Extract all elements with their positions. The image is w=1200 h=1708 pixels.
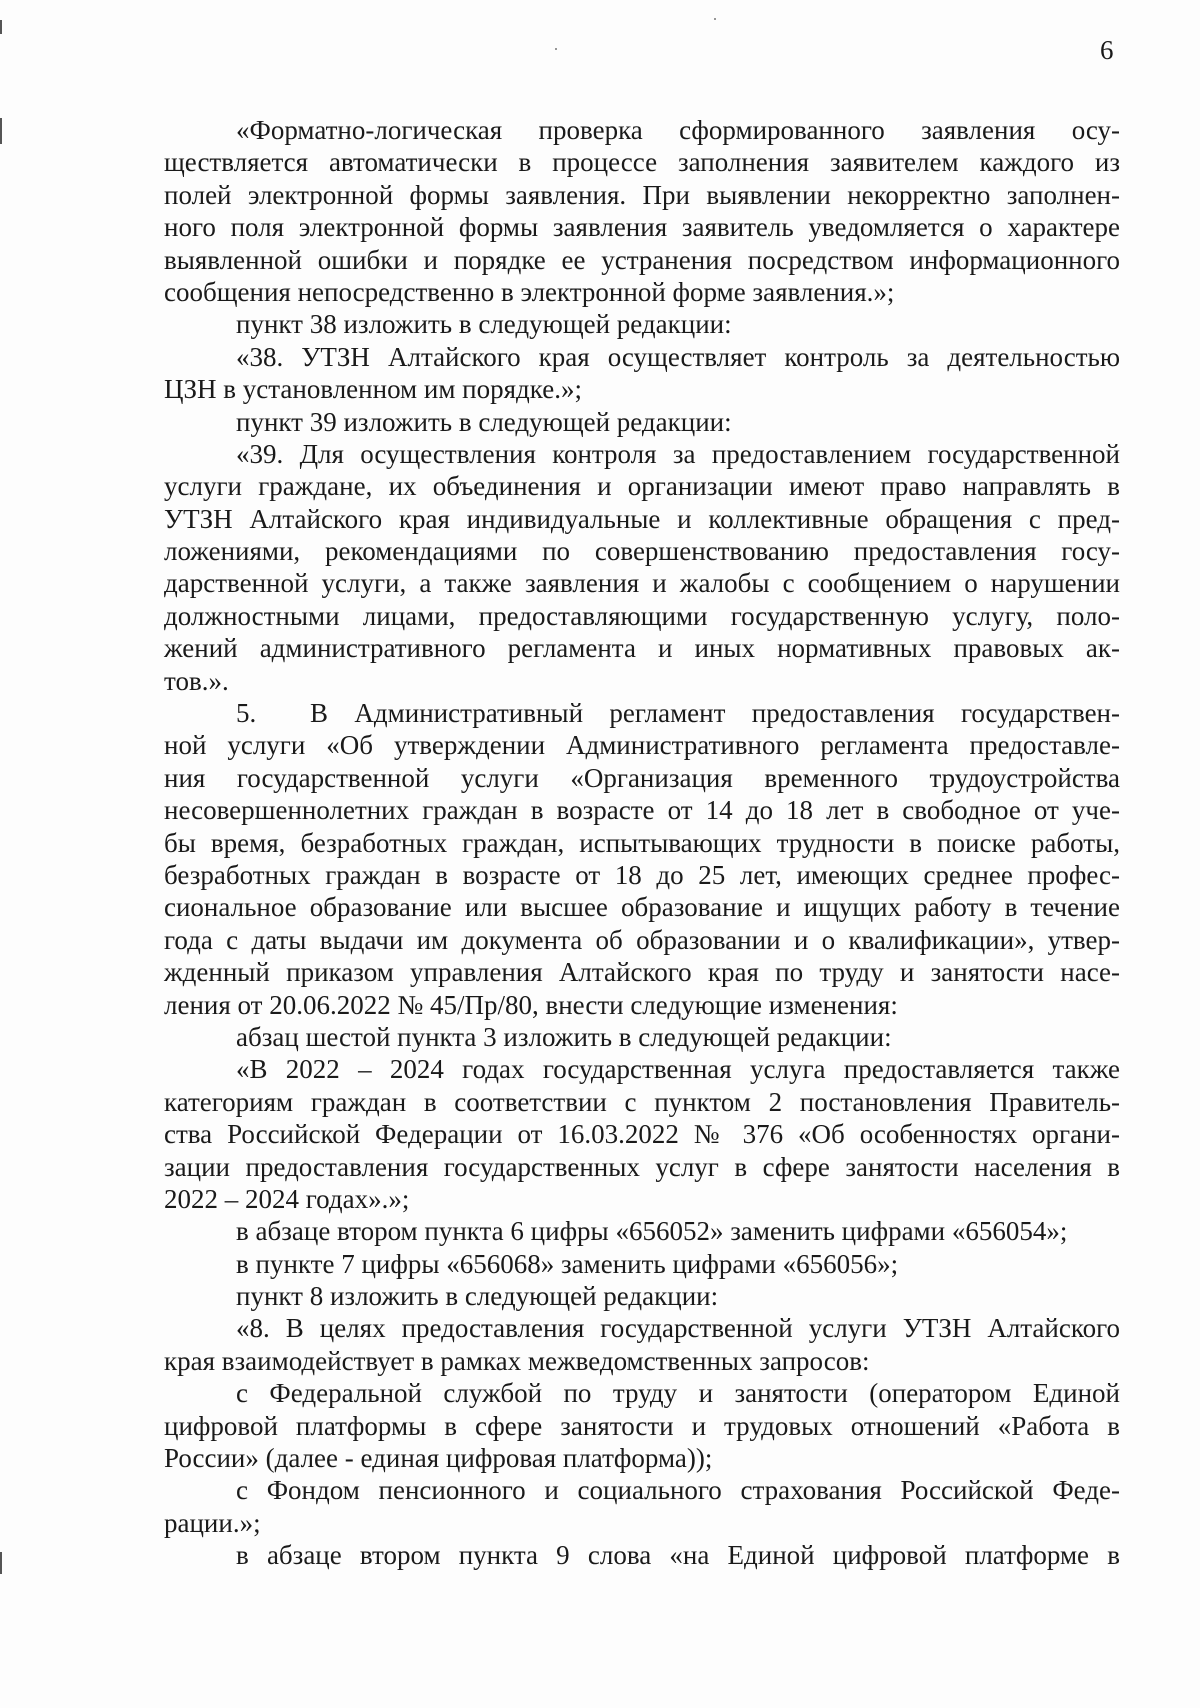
text-line: «В 2022 – 2024 годах государственная услуга предоставляется также [236, 1054, 1120, 1085]
text-line: в абзаце втором пункта 6 цифры «656052» заменить цифрами «656054»; [236, 1216, 1068, 1247]
text-line: года с даты выдачи им документа об образовании и о квалификации», утвер- [164, 924, 1120, 955]
text-line: «Форматно-логическая проверка сформированного заявления осу- [236, 115, 1120, 145]
text-line: ложениями, рекомендациями по совершенствованию предоставления госу- [164, 536, 1120, 567]
scan-speck [555, 48, 557, 50]
text-line: полей электронной формы заявления. При выявлении некорректно заполнен- [164, 179, 1120, 210]
scan-edge-mark [0, 118, 2, 144]
text-line: ной услуги «Об утверждении Административного регламента предоставле- [164, 730, 1120, 761]
text-line: «38. УТЗН Алтайского края осуществляет контроль за деятельностью [236, 341, 1120, 372]
text-line: пункт 8 изложить в следующей редакции: [236, 1281, 719, 1312]
text-line: дарственной услуги, а также заявления и жалобы с сообщением о нарушении [164, 568, 1120, 599]
text-line: выявленной ошибки и порядке ее устранения посредством информационного [164, 244, 1120, 275]
text-line: услуги граждане, их объединения и организации имеют право направлять в [164, 471, 1120, 502]
text-line: несовершеннолетних граждан в возрасте от 14 до 18 лет в свободное от уче- [164, 795, 1120, 826]
text-line: сиональное образование или высшее образование и ищущих работу в течение [164, 892, 1120, 923]
text-line: жений административного регламента и иных нормативных правовых ак- [164, 633, 1120, 664]
text-line: России» (далее - единая цифровая платформа)); [164, 1443, 713, 1474]
text-line: с Фондом пенсионного и социального страхования Российской Феде- [236, 1475, 1120, 1506]
scan-edge-mark [0, 20, 2, 34]
text-line: «39. Для осуществления контроля за предоставлением государственной [236, 438, 1120, 469]
text-line: сообщения непосредственно в электронной форме заявления.»; [164, 276, 895, 307]
text-line: с Федеральной службой по труду и занятости (оператором Единой [236, 1378, 1120, 1409]
text-line: ЦЗН в установленном им порядке.»; [164, 374, 582, 405]
text-line: цифровой платформы в сфере занятости и трудовых отношений «Работа в [164, 1410, 1120, 1441]
text-line: зации предоставления государственных услуг в сфере занятости населения в [164, 1151, 1120, 1182]
text-line [164, 697, 1120, 729]
text-line: абзац шестой пункта 3 изложить в следующей редакции: [236, 1021, 892, 1052]
text-line: безработных граждан в возрасте от 18 до 25 лет, имеющих среднее профес- [164, 859, 1120, 890]
text-line: пункт 39 изложить в следующей редакции: [236, 406, 732, 437]
scan-speck [714, 18, 716, 20]
text-line: ного поля электронной формы заявления заявитель уведомляется о характере [164, 212, 1120, 243]
text-line: в абзаце втором пункта 9 слова «на Единой цифровой платформе в [236, 1540, 1120, 1571]
text-line: «8. В целях предоставления государственной услуги УТЗН Алтайского [236, 1313, 1120, 1344]
text-line: жденный приказом управления Алтайского края по труду и занятости насе- [164, 957, 1120, 988]
text-line: ществляется автоматически в процессе заполнения заявителем каждого из [164, 147, 1120, 178]
text-line: тов.». [164, 665, 229, 696]
document-body [164, 114, 1120, 1572]
text-line: пункт 38 изложить в следующей редакции: [236, 309, 732, 340]
page-number: 6 [1100, 35, 1114, 65]
scan-edge-mark [0, 1552, 2, 1574]
text-line: ства Российской Федерации от 16.03.2022 № 376 «Об особенностях органи- [164, 1119, 1120, 1150]
text-line: 2022 – 2024 годах».»; [164, 1183, 410, 1214]
text-line: бы время, безработных граждан, испытывающих трудности в поиске работы, [164, 827, 1120, 858]
item-number: 5. [236, 698, 257, 729]
text-line: должностными лицами, предоставляющими государственную услугу, поло- [164, 600, 1120, 631]
text-line: в пункте 7 цифры «656068» заменить цифрами «656056»; [236, 1248, 899, 1279]
text-line: УТЗН Алтайского края индивидуальные и коллективные обращения с пред- [164, 503, 1120, 534]
item-text: В Административный регламент предоставления государствен- [310, 698, 1120, 729]
text-line: рации.»; [164, 1507, 261, 1538]
text-line: ления от 20.06.2022 № 45/Пр/80, внести следующие изменения: [164, 989, 898, 1020]
text-line: категориям граждан в соответствии с пунктом 2 постановления Правитель- [164, 1086, 1120, 1117]
text-line: края взаимодействует в рамках межведомственных запросов: [164, 1345, 870, 1376]
text-line: ния государственной услуги «Организация временного трудоустройства [164, 762, 1120, 793]
